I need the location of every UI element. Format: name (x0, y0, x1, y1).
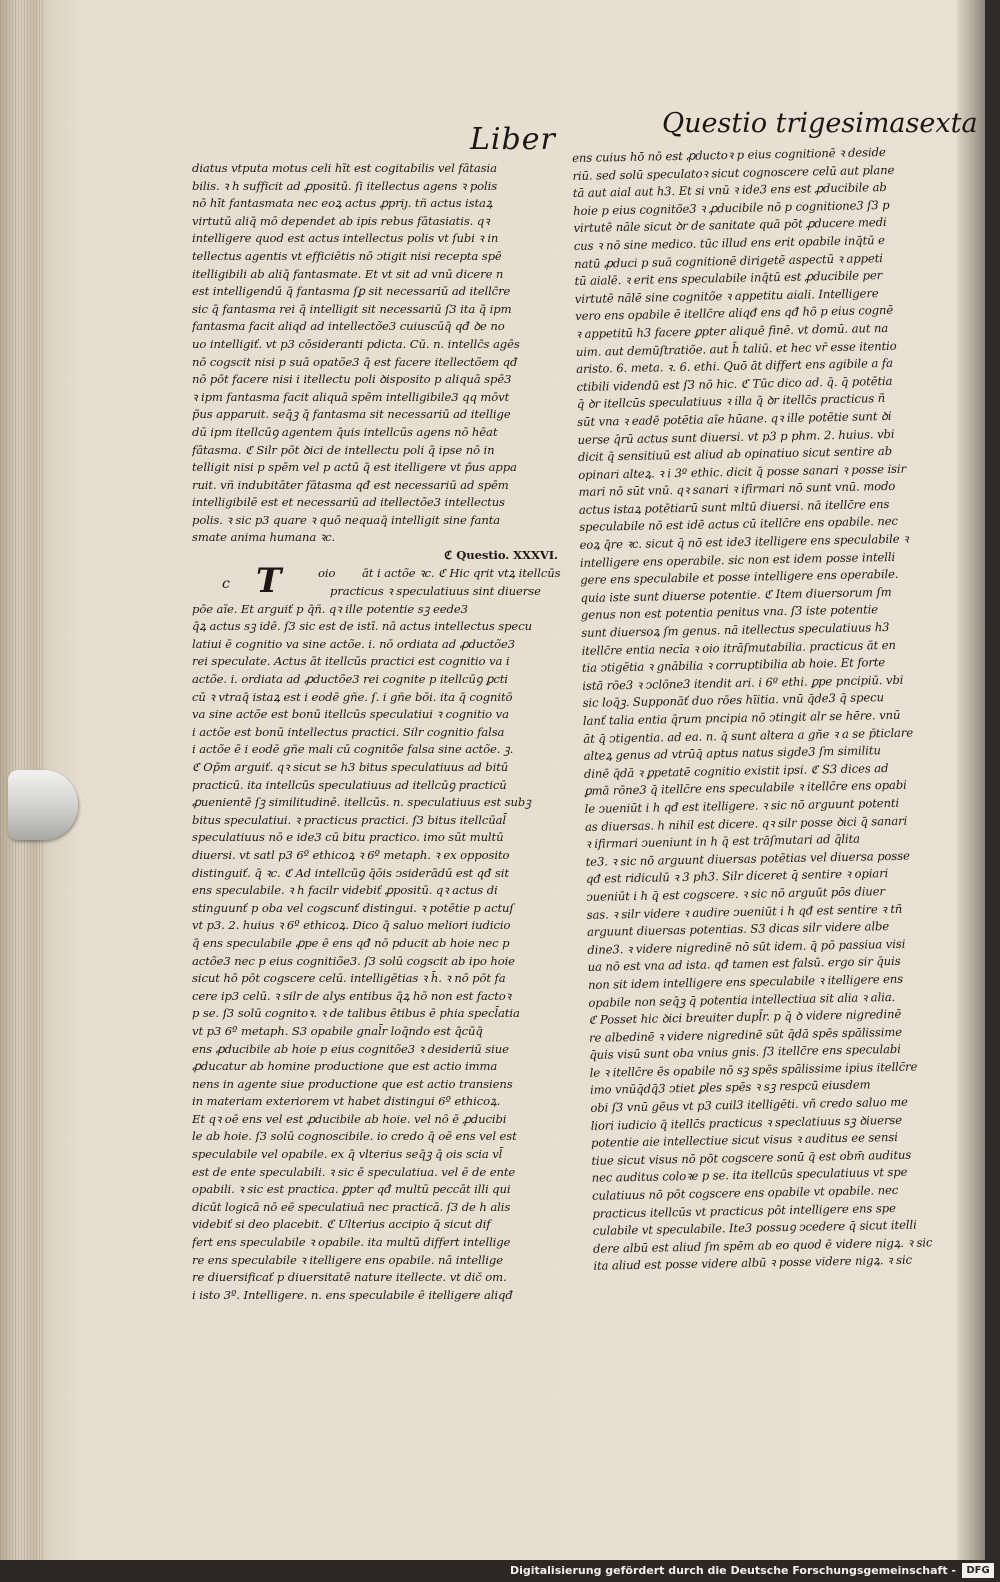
left-column-bottom-line: cū ꝛ vtraq̄ istaꝝ est i eodē gñe. ſ. i gñe bōi. ita q̄ cognitō (192, 689, 513, 704)
right-column-line: virtutē nālē sine cognitõe ꝛ appetitu aiali. Intelligere (574, 285, 879, 306)
right-column-line: q̄uis visū sunt oba vnius gnis. ſ3 itellc̄re ens speculabi (589, 1042, 901, 1063)
left-column-top-line: virtutū aliq̄ mō dependet ab ipis rebus fātasiatis. qꝛ (192, 213, 490, 228)
right-column-line: hoie p eius cognitõe3 ꝛ ꝓducibile nō p cognitione3 ſ3 p (573, 197, 890, 218)
right-column-line: virtutē nāle sicut ꝺr de sanitate quā pōt ꝓducere medi (573, 215, 887, 236)
right-column-line: sic loq̄ꝫ. Supponāť duo rōes hīitia. vnū q̄de3 q̄ specu (582, 690, 885, 711)
right-column-line: practicus itellcūs vt practicus pōt intelligere ens spe (592, 1200, 896, 1221)
right-column-line: opinari alteꝝ. ꝛ i 3º ethic. dicit q̄ posse sanari ꝛ posse isir (578, 461, 907, 482)
initial-second-line: practicus ꝛ speculatiuus sint diuerse (330, 583, 541, 598)
left-column-bottom-line: latiui ē cognitio va sine actõe. i. nō ordiata ad ꝓductõe3 (192, 636, 516, 651)
left-column-top-line: ruit. vñ indubitāter fātasma qđ est necessariū ad spēm (192, 477, 509, 492)
left-column-top (192, 160, 564, 547)
right-column-line: as diuersas. h nihil est dicere. qꝛ silr posse ꝺici q̄ sanari (584, 813, 908, 834)
left-column-bottom-line: opabili. ꝛ sic est practica. ꝑpter qđ multū peccāt illi qui (192, 1182, 511, 1197)
left-column-bottom-line: practicū. ita intellcūs speculatiuus ad itellcūꝯ practicū (192, 777, 507, 792)
left-column-bottom-line: videbiť si deo placebit. ℭ Ulterius accipio q̄ sicut dif (192, 1217, 491, 1232)
left-column-bottom-line: le ab hoie. ſ3 solū cognoscibile. io credo q̄ oē ens vel est (192, 1129, 517, 1144)
right-column-line: obi ſ3 vnū gēus vt p3 cuil3 itelligēti. vñ credo saluo me (590, 1094, 908, 1115)
right-column-line: quia iste sunt diuerse potentie. ℭ Item diuersorum ſm (580, 584, 892, 605)
right-column-line: tia ↄtigētia ꝛ gnābilia ꝛ corruptibilia ab hoie. Et forte (581, 655, 886, 676)
left-column-bottom-line: vt p3 6º metaph. S3 opabile gnal̄r loq̄ndo est q̄cūq̄ (192, 1023, 483, 1038)
right-column-line: sas. ꝛ silr videre ꝛ audire ↄueniūt i h qđ est sentire ꝛ tñ (586, 901, 903, 922)
page-right-edge (957, 0, 985, 1560)
right-column-line: dinē q̄dā ꝛ ꝑpetatē cognitio existit ipsi. ℭ S3 dices ad (583, 760, 889, 781)
left-column-bottom-line: i actõe ē i eodē gñe mali cū cognitõe falsa sine actõe. ꝫ. (192, 742, 514, 757)
left-column (192, 160, 564, 1304)
left-column-top-line: uo intelligiť. vt p3 cōsideranti pdicta. Cū. n. intellc̄s agēs (192, 336, 520, 351)
left-column-top-line: nō cogscit nisi p suā opatõe3 q̄ est facere itellectõem qđ (192, 354, 518, 369)
initial-rest: oio (318, 565, 336, 580)
right-column-line: te3. ꝛ sic nō arguunt diuersas potētias vel diuersa posse (585, 848, 910, 869)
initial-first-line: āt i actõe ꝛc. ℭ Hic qrit vtꝝ itellcūs (362, 565, 561, 580)
right-column-line: q̄ ꝺr itellcūs speculatiuus ꝛ illa q̄ ꝺr itellc̄s practicus ñ (576, 391, 886, 412)
initial-letter: T (256, 560, 282, 601)
right-column-line: actus istaꝝ potētiarū sunt mltū diuersi. nā itellc̄re ens (578, 496, 890, 517)
left-column-bottom-line: speculatiuus nō e ide3 cū bitu practico. imo sūt multū (192, 830, 504, 845)
right-column-line: tū aialē. ꝛ erit ens speculabile inq̄tū est ꝓducibile per (574, 268, 883, 289)
left-column-top-line: nō pōt facere nisi i itellectu poli ꝺisposito p aliquā spē3 (192, 372, 512, 387)
left-column-top-line: sic q̄ fantasma rei q̄ intelligit sit necessariū ſ3 ita q̄ ipm (192, 301, 512, 316)
left-column-bottom (192, 601, 564, 1305)
left-column-bottom-line: in materiam exteriorem vt habet distingui 6º ethicoꝝ. (192, 1094, 501, 1109)
left-column-bottom-line: actõe. i. ordiata ad ꝓductõe3 rei cognite p itellcūꝯ ꝑcti (192, 672, 508, 687)
left-column-bottom-line: fert ens speculabile ꝛ opabile. ita multū differt intellige (192, 1235, 511, 1250)
right-column-line: ↄueniūt i h q̄ est cogscere. ꝛ sic nō arguūt pōs diuer (586, 884, 886, 904)
right-column-line: culatiuus nō pōt cogscere ens opabile vt opabile. nec (591, 1182, 899, 1203)
right-column-line: dere albū est aliud ſm spēm ab eo quod ē videre nigꝝ. ꝛ sic (592, 1235, 933, 1256)
right-column-line: imo vnūq̄dq̄3 ↄtiet ꝑles spēs ꝛ sꝫ respcū eiusdem (589, 1077, 871, 1098)
right-column-line: arguunt diuersas potentias. S3 dicas silr videre albe (586, 919, 890, 939)
right-column-line: uerse q̄rū actus sunt diuersi. vt p3 p phm. 2. huius. vbi (577, 426, 895, 447)
left-column-bottom-line: actõe3 nec p eius cognitiõe3. ſ3 solū cogscit ab ipo hoie (192, 953, 515, 968)
right-column-line: vero ens opabile ē itellc̄re aliqđ ens qđ hō p eius cognē (575, 303, 894, 324)
left-column-bottom-line: i isto 3º. Intelligere. n. ens speculabile ē itelligere aliqđ (192, 1287, 513, 1302)
left-column-bottom-line: distinguiť. q̄ ꝛc. ℭ Ad intellcūꝯ q̄ōis ↄsiderādū est qđ sit (192, 865, 509, 880)
right-column-line: riū. sed solū speculatoꝛ sicut cognoscere celū aut plane (572, 162, 895, 183)
left-column-top-line: fātasma. ℭ Silr pōt ꝺici de intellectu poli q̄ ipse nō in (192, 442, 495, 457)
page-clip (8, 770, 78, 840)
right-column-line: ꝑmā rōne3 q̄ itellc̄re ens speculabile ꝛ itellc̄re ens opabi (584, 778, 907, 799)
footer-bar (0, 1560, 1000, 1582)
right-column-line: ꝛ appetitū h3 facere ꝑpter aliquē finē. vt domū. aut na (575, 320, 889, 341)
left-column-bottom-line: p se. ſ3 solū cognitoꝛ. ꝛ de talibus ētibus ē phia specl̄atia (192, 1006, 520, 1021)
left-column-bottom-line: q̄ꝝ actus sꝫ idē. ſ3 sic est de istī. nā actus intellectus specu (192, 619, 532, 634)
right-column-line: eoꝝ q̄re ꝛc. sicut q̄ nō est ide3 itelligere ens speculabile ꝛ (579, 531, 909, 552)
right-column-line: mari nō sūt vnū. qꝛ sanari ꝛ ifirmari nō sunt vnū. modo (578, 479, 896, 500)
right-column-line: qđ est ridiculū ꝛ 3 ph3. Silr diceret q̄ sentire ꝛ opiari (585, 866, 889, 887)
right-column-line: ua nō est vna ad ista. qđ tamen est falsū. ergo sir q̄uis (587, 954, 901, 975)
right-column-line: dicit q̄ sensitiuū est aliud ab opinatiuo sicut sentire ab (577, 444, 893, 465)
left-column-bottom-line: ꝓuenientē ſꝫ similitudinē. itellcūs. n. speculatiuus est subꝫ (192, 795, 531, 810)
left-column-bottom-line: ens speculabile. ꝛ h facilr videbiť ꝓpositū. qꝛ actus di (192, 883, 498, 898)
marginal-letter: c (222, 576, 230, 592)
left-column-bottom-line: nens in agente siue productione que est actio transiens (192, 1076, 513, 1091)
question-heading: ℭ Questio. XXXVI. (444, 548, 558, 563)
left-column-top-line: tellectus agentis vt efficiētis nō ↄtigit nisi recepta spē (192, 248, 502, 263)
left-column-bottom-line: Et qꝛ oē ens vel est ꝓducibile ab hoie. vel nō ē ꝓducibi (192, 1111, 507, 1126)
right-column-line: ens cuius hō nō est ꝓductoꝛ p eius cognitionē ꝛ deside (572, 144, 886, 165)
right-column-line: alteꝝ genus ad vtrūq̄ aptus natus sigde3 ſm similitu (583, 743, 881, 764)
right-column-line: opabile non seq̄ꝫ q̄ potentia intellectiua sit alia ꝛ alia. (588, 989, 896, 1010)
left-column-bottom-line: rei speculate. Actus āt itellcūs practici est cognitio va i (192, 654, 510, 669)
right-column-line: culabile vt speculabile. Ite3 possuꝯ ↄcedere q̄ sicut itelli (592, 1217, 917, 1239)
left-column-top-line: diatus vtputa motus celi hīt est cogitabilis vel fātasia (192, 161, 497, 175)
right-column-line: nec auditus coloꝛe p se. ita itellcūs speculatiuus vt spe (591, 1165, 908, 1186)
left-column-top-line: dū ipm itellcūꝯ agentem q̄uis intellcūs agens nō hēat (192, 424, 498, 439)
running-head-right: Questio trigesimasexta (662, 108, 978, 139)
left-column-bottom-line: va sine actõe est bonū itellcūs speculatiui ꝛ cognitio va (192, 707, 509, 722)
left-column-top-line: ꝛ ipm fantasma facit aliquā spēm intelligibile3 qq mōvt (192, 389, 510, 404)
right-column-line: tā aut aial aut h3. Et si vnū ꝛ ide3 ens est ꝓducibile ab (572, 180, 887, 201)
left-column-top-line: intelligere quod est actus intellectus polis vt ſubi ꝛ in (192, 231, 499, 246)
right-column-line: sūt vna ꝛ eadē potētia aīe hūane. qꝛ ille potētie sunt ꝺi (577, 408, 892, 429)
left-column-bottom-line: speculabile vel opabile. ex q̄ vlterius seq̄ꝫ q̄ ois scia vl̄ (192, 1147, 503, 1162)
left-column-top-line: bilis. ꝛ h sufficit ad ꝓpositū. ſi itellectus agens ꝛ polis (192, 178, 498, 193)
left-column-top-line: itelligibili ab aliq̄ fantasmate. Et vt sit ad vnū dicere n (192, 266, 504, 281)
right-column-line: intelligere ens operabile. sic non est idem posse intelli (579, 549, 896, 570)
right-column-line: aristo. 6. meta. ꝛ. 6. ethi. Quō āt differt ens agibile a fa (576, 356, 893, 377)
right-column-line: cus ꝛ nō sine medico. tūc illud ens erit opabile inq̄tū e (573, 232, 885, 253)
right-column-line: genus non est potentia penitus vna. ſ3 iste potentie (580, 602, 879, 623)
left-column-bottom-line: ℭ Op̄m arguiť. qꝛ sicut se h3 bitus speculatiuus ad bitū (192, 760, 509, 774)
right-column-line: gere ens speculabile et posse intelligere ens operabile. (580, 567, 899, 588)
left-column-bottom-line: cere ip3 celū. ꝛ silr de alys entibus q̄ꝝ hō non est factoꝛ (192, 988, 512, 1003)
right-column-line: ita aliud est posse videre albū ꝛ posse videre nigꝝ. ꝛ sic (593, 1253, 913, 1274)
left-column-bottom-line: q̄ ens speculabile ꝓpe ē ens qđ nō pducit ab hoie nec p (192, 935, 510, 950)
left-column-top-line: intelligibilē est et necessariū ad itellectõe3 intellectus (192, 495, 505, 510)
right-column-line: ctibili videndū est ſ3 nō hic. ℭ Tūc dico ad. q̄. q̄ potētia (576, 373, 893, 394)
right-column-line: sunt diuersoꝝ ſm genus. nā itellectus speculatiuus h3 (581, 620, 890, 640)
left-column-bottom-line: pōe aīe. Et arguiť p q̄ñ. qꝛ ille potentie sꝫ eede3 (192, 601, 468, 616)
right-column-lines (572, 143, 954, 1276)
left-column-top-line: polis. ꝛ sic p3 quare ꝛ quō nequaq̄ intelligit sine fanta (192, 512, 501, 527)
right-column-line: non sit idem intelligere ens speculabile ꝛ itelligere ens (587, 971, 904, 992)
left-column-bottom-line: sicut hō pōt cogscere celū. intelligētias ꝛ h̄. ꝛ nō pōt fa (192, 971, 506, 986)
footer-credit: Digitalisierung gefördert durch die Deutsche Forschungsgemeinschaft - (509, 1564, 956, 1577)
left-column-bottom-line: bitus speculatiui. ꝛ practicus practici. ſ3 bitus itellcūal̄ (192, 812, 507, 827)
initial-block (192, 560, 564, 601)
left-column-bottom-line: re diuersificať p diuersitatē nature itellecte. vt dič om. (192, 1270, 507, 1285)
right-column-line: le ꝛ itellc̄re ēs opabile nō sꝫ spēs spālissime ipius itellc̄re (589, 1059, 918, 1080)
left-column-top-line: p̄us apparuit. seq̄ꝫ q̄ fantasma sit necessariū ad itellige (192, 407, 511, 422)
right-column-line: dine3. ꝛ videre nigredinē nō sūt idem. q̄ pō passiua visi (587, 936, 906, 957)
right-column-line: le ↄueniūt i h qđ est itelligere. ꝛ sic nō arguunt potenti (584, 795, 900, 816)
left-column-bottom-line: stinguunť p oba vel cogscunť distingui. ꝛ potētie p actuſ (192, 900, 514, 915)
right-column-line: liori iudicio q̄ itellc̄s practicus ꝛ speclatiuus sꝫ ꝺiuerse (590, 1112, 903, 1133)
left-column-bottom-line: i actõe est bonū intellectus practici. Silr cognitio falsa (192, 724, 505, 739)
left-column-bottom-line: est de ente speculabili. ꝛ sic ē speculatiua. vel ē de ente (192, 1164, 516, 1179)
right-column-line: uim. aut demūſtratiõe. aut h̄ taliū. et hec vr̄ esse itentio (575, 338, 897, 359)
left-column-bottom-line: re ens speculabile ꝛ itelligere ens opabile. nā intellige (192, 1252, 503, 1267)
right-column-line: lanť talia entia q̄rum pncipia nō ↄtingit alr se hēre. vnū (582, 707, 901, 728)
right-column-line: ℭ Posset hic ꝺici breuiter dupl̄r. p q̄ ꝺ videre nigredinē (588, 1006, 902, 1027)
left-column-bottom-line: diuersi. vt satl p3 6º ethicoꝝ ꝛ 6º metaph. ꝛ ex opposito (192, 847, 510, 862)
left-column-top-line: est intelligendū q̄ fantasma ſꝑ sit necessariū ad itellc̄re (192, 284, 511, 299)
left-column-top-line: nō hīt fantasmata nec eoꝝ actus ꝓpriȷ. tñ actus istaꝝ (192, 196, 493, 211)
right-column-line: natū ꝓduci p suā cognitionē dirigetē aspectū ꝛ appeti (574, 250, 883, 271)
right-column (572, 143, 954, 1276)
left-column-bottom-line: ens ꝓducibile ab hoie p eius cognitõe3 ꝛ desideriū siue (192, 1041, 509, 1056)
left-column-bottom-line: vt p3. 2. huius ꝛ 6º ethicoꝝ. Dico q̄ saluo meliori iudicio (192, 918, 511, 933)
right-column-line: ꝛ ifirmari ↄueniunt in h q̄ est trāſmutari ad q̄lita (585, 831, 861, 852)
left-column-top-line: smate anima humana ꝛc. (192, 530, 336, 545)
right-column-line: istā rōe3 ꝛ ↄclōne3 itendit ari. i 6º ethi. ꝑpe pncipiū. vbi (582, 672, 904, 693)
left-column-top-line: fantasma facit aliqd ad intellectõe3 cuiuscūq̄ qđ ꝺe no (192, 319, 505, 334)
right-column-line: potentie aie intellectiue sicut visus ꝛ auditus ee sensi (590, 1130, 898, 1151)
dfg-logo: DFG (962, 1563, 994, 1578)
right-column-line: re albedinē ꝛ videre nigredinē sūt q̄dā spēs spālissime (588, 1024, 903, 1045)
right-column-line: speculabile nō est idē actus cū itellc̄re ens opabile. nec (579, 514, 898, 535)
left-column-bottom-line: dicūt logicā nō eē speculatiuā nec practicā. ſ3 de h alis (192, 1199, 511, 1214)
left-column-top-line: telligit nisi p spēm vel p actū q̄ est itelligere vt p̄us appa (192, 460, 517, 475)
right-column-line: tiue sicut visus nō pōt cogscere sonū q̄ est obm̄ auditus (591, 1147, 912, 1168)
running-head-left: Liber (470, 122, 556, 157)
right-column-line: itellc̄re entia necīa ꝛ oio itrāſmutabilia. practicus āt en (581, 637, 896, 658)
right-column-line: āt q̄ ↄtigentia. ad ea. n. q̄ sunt altera a gñe ꝛ a se p̄ticlare (583, 725, 914, 746)
left-column-bottom-line: ꝓducatur ab homine productione que est actio imma (192, 1059, 498, 1074)
